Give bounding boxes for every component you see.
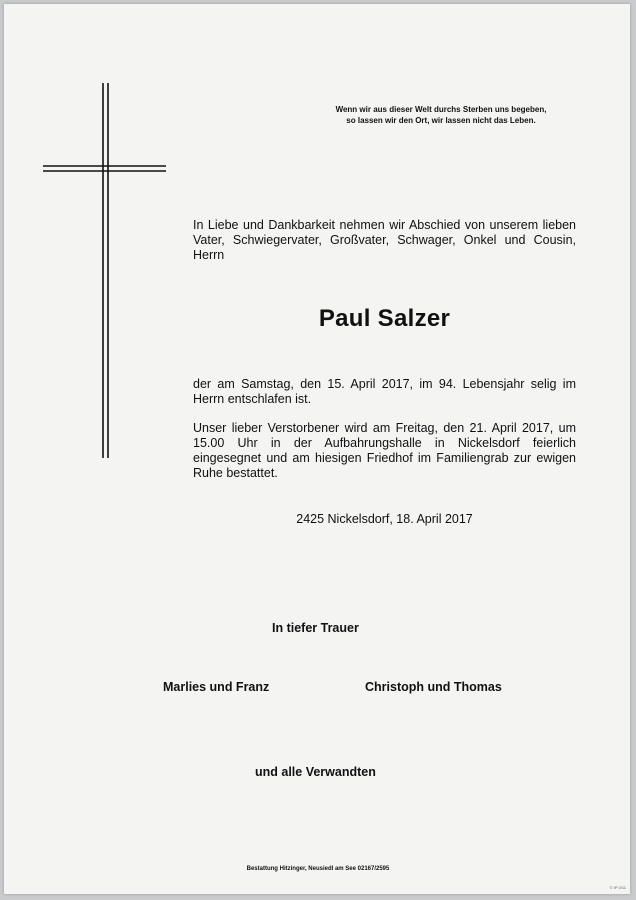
motto-line-2: so lassen wir den Ort, wir lassen nicht das Leben. [346, 116, 536, 125]
signature-left: Marlies und Franz [163, 680, 270, 694]
motto-line-1: Wenn wir aus dieser Welt durchs Sterben uns begeben, [335, 105, 547, 114]
signature-right: Christoph und Thomas [365, 680, 502, 694]
relatives-line: und alle Verwandten [255, 765, 376, 779]
deceased-name: Paul Salzer [318, 305, 451, 332]
funeral-home-footer: Bestattung Hitzinger, Neusiedl am See 02167/2595 [246, 866, 390, 872]
place-and-date: 2425 Nickelsdorf, 18. April 2017 [296, 512, 473, 526]
death-paragraph: der am Samstag, den 15. April 2017, im 94. Lebensjahr selig im Herrn entschlafen ist. [193, 377, 576, 406]
motto-quote [296, 104, 586, 126]
mourning-line: In tiefer Trauer [272, 621, 359, 635]
funeral-paragraph: Unser lieber Verstorbener wird am Freitag, den 21. April 2017, um 15.00 Uhr in der Aufbahrungshalle in Nickelsdorf feierlich eingesegnet und am hiesigen Friedhof im Familiengrab zur ewigen Ruhe bestattet. [193, 421, 576, 480]
intro-paragraph: In Liebe und Dankbarkeit nehmen wir Abschied von unserem lieben Vater, Schwiegervater, Großvater, Schwager, Onkel und Cousin, Herrn [193, 218, 576, 262]
corner-code: © IP 0/11 [609, 885, 626, 890]
